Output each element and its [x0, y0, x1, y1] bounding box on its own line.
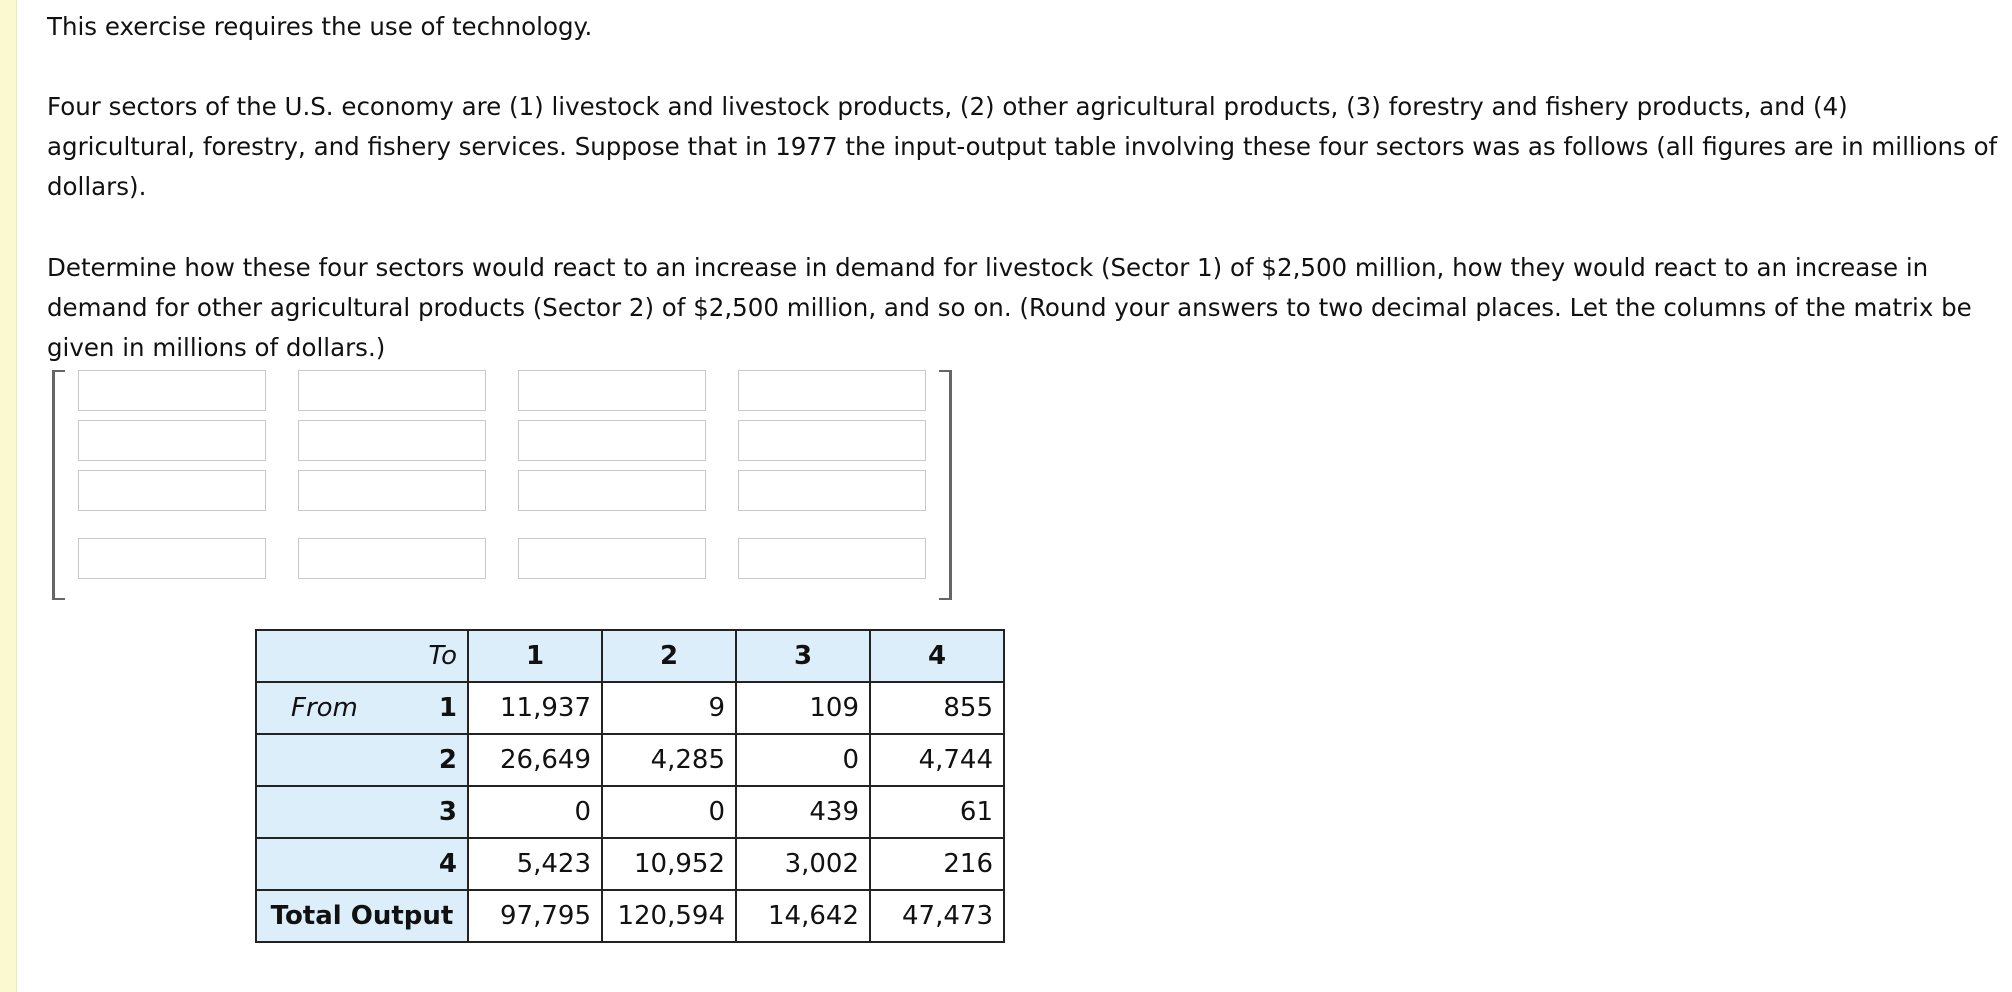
matrix-left-bracket — [52, 370, 65, 600]
table-header-row — [256, 630, 1004, 682]
matrix-cell-r2-c4[interactable] — [738, 420, 926, 461]
matrix-cell-r3-c4[interactable] — [738, 470, 926, 511]
col-header-2: 2 — [602, 630, 736, 682]
matrix-cell-r4-c1[interactable] — [78, 538, 266, 579]
to-label: To — [256, 630, 468, 682]
matrix-cell-r4-c3[interactable] — [518, 538, 706, 579]
answer-matrix — [52, 370, 952, 600]
total-output-label: Total Output — [256, 890, 468, 942]
cell-4-2: 10,952 — [602, 838, 736, 890]
cell-4-3: 3,002 — [736, 838, 870, 890]
matrix-cell-r3-c2[interactable] — [298, 470, 486, 511]
matrix-cell-r2-c3[interactable] — [518, 420, 706, 461]
row-header-4: 4 — [256, 838, 468, 890]
col-header-1: 1 — [468, 630, 602, 682]
total-output-3: 14,642 — [736, 890, 870, 942]
col-header-4: 4 — [870, 630, 1004, 682]
matrix-cell-r1-c1[interactable] — [78, 370, 266, 411]
cell-1-2: 9 — [602, 682, 736, 734]
total-output-4: 47,473 — [870, 890, 1004, 942]
table-row — [256, 734, 1004, 786]
cell-2-4: 4,744 — [870, 734, 1004, 786]
total-output-row — [256, 890, 1004, 942]
cell-1-1: 11,937 — [468, 682, 602, 734]
left-margin-strip — [0, 0, 17, 992]
table-row — [256, 838, 1004, 890]
matrix-cell-r3-c1[interactable] — [78, 470, 266, 511]
matrix-cell-r4-c2[interactable] — [298, 538, 486, 579]
instructions-paragraph: Determine how these four sectors would react to an increase in demand for livestock (Sector 1) of $2,500 million, how they would react to an increase in demand for other agricultural products (Sector 2) of $2,500 million, and so on. (Round your answers to two decimal places. Let the columns of the matrix be given in millions of dollars.) — [47, 253, 1972, 362]
table-row — [256, 682, 1004, 734]
input-output-table — [255, 629, 1005, 943]
total-output-1: 97,795 — [468, 890, 602, 942]
matrix-cell-r1-c3[interactable] — [518, 370, 706, 411]
cell-2-3: 0 — [736, 734, 870, 786]
sectors-paragraph: Four sectors of the U.S. economy are (1) livestock and livestock products, (2) other agricultural products, (3) forestry and fishery products, and (4) agricultural, forestry, and fishery services. Suppose that in 1977 the input-output table involving these four sectors was as follows (all figures are in millions of dollars). — [47, 92, 1998, 201]
table-row — [256, 786, 1004, 838]
matrix-right-bracket — [939, 370, 952, 600]
from-label: From — [291, 693, 358, 723]
matrix-cell-r2-c1[interactable] — [78, 420, 266, 461]
cell-3-4: 61 — [870, 786, 1004, 838]
cell-2-2: 4,285 — [602, 734, 736, 786]
row-header-3: 3 — [256, 786, 468, 838]
cell-1-3: 109 — [736, 682, 870, 734]
cell-4-4: 216 — [870, 838, 1004, 890]
row-header-1: From 1 — [256, 682, 468, 734]
total-output-2: 120,594 — [602, 890, 736, 942]
cell-4-1: 5,423 — [468, 838, 602, 890]
cell-2-1: 26,649 — [468, 734, 602, 786]
matrix-cell-r3-c3[interactable] — [518, 470, 706, 511]
matrix-cell-r1-c2[interactable] — [298, 370, 486, 411]
intro-text: This exercise requires the use of technology. — [47, 12, 593, 41]
matrix-cell-r1-c4[interactable] — [738, 370, 926, 411]
cell-3-2: 0 — [602, 786, 736, 838]
cell-1-4: 855 — [870, 682, 1004, 734]
cell-3-3: 439 — [736, 786, 870, 838]
cell-3-1: 0 — [468, 786, 602, 838]
col-header-3: 3 — [736, 630, 870, 682]
matrix-cell-r4-c4[interactable] — [738, 538, 926, 579]
matrix-cell-r2-c2[interactable] — [298, 420, 486, 461]
row-header-2: 2 — [256, 734, 468, 786]
